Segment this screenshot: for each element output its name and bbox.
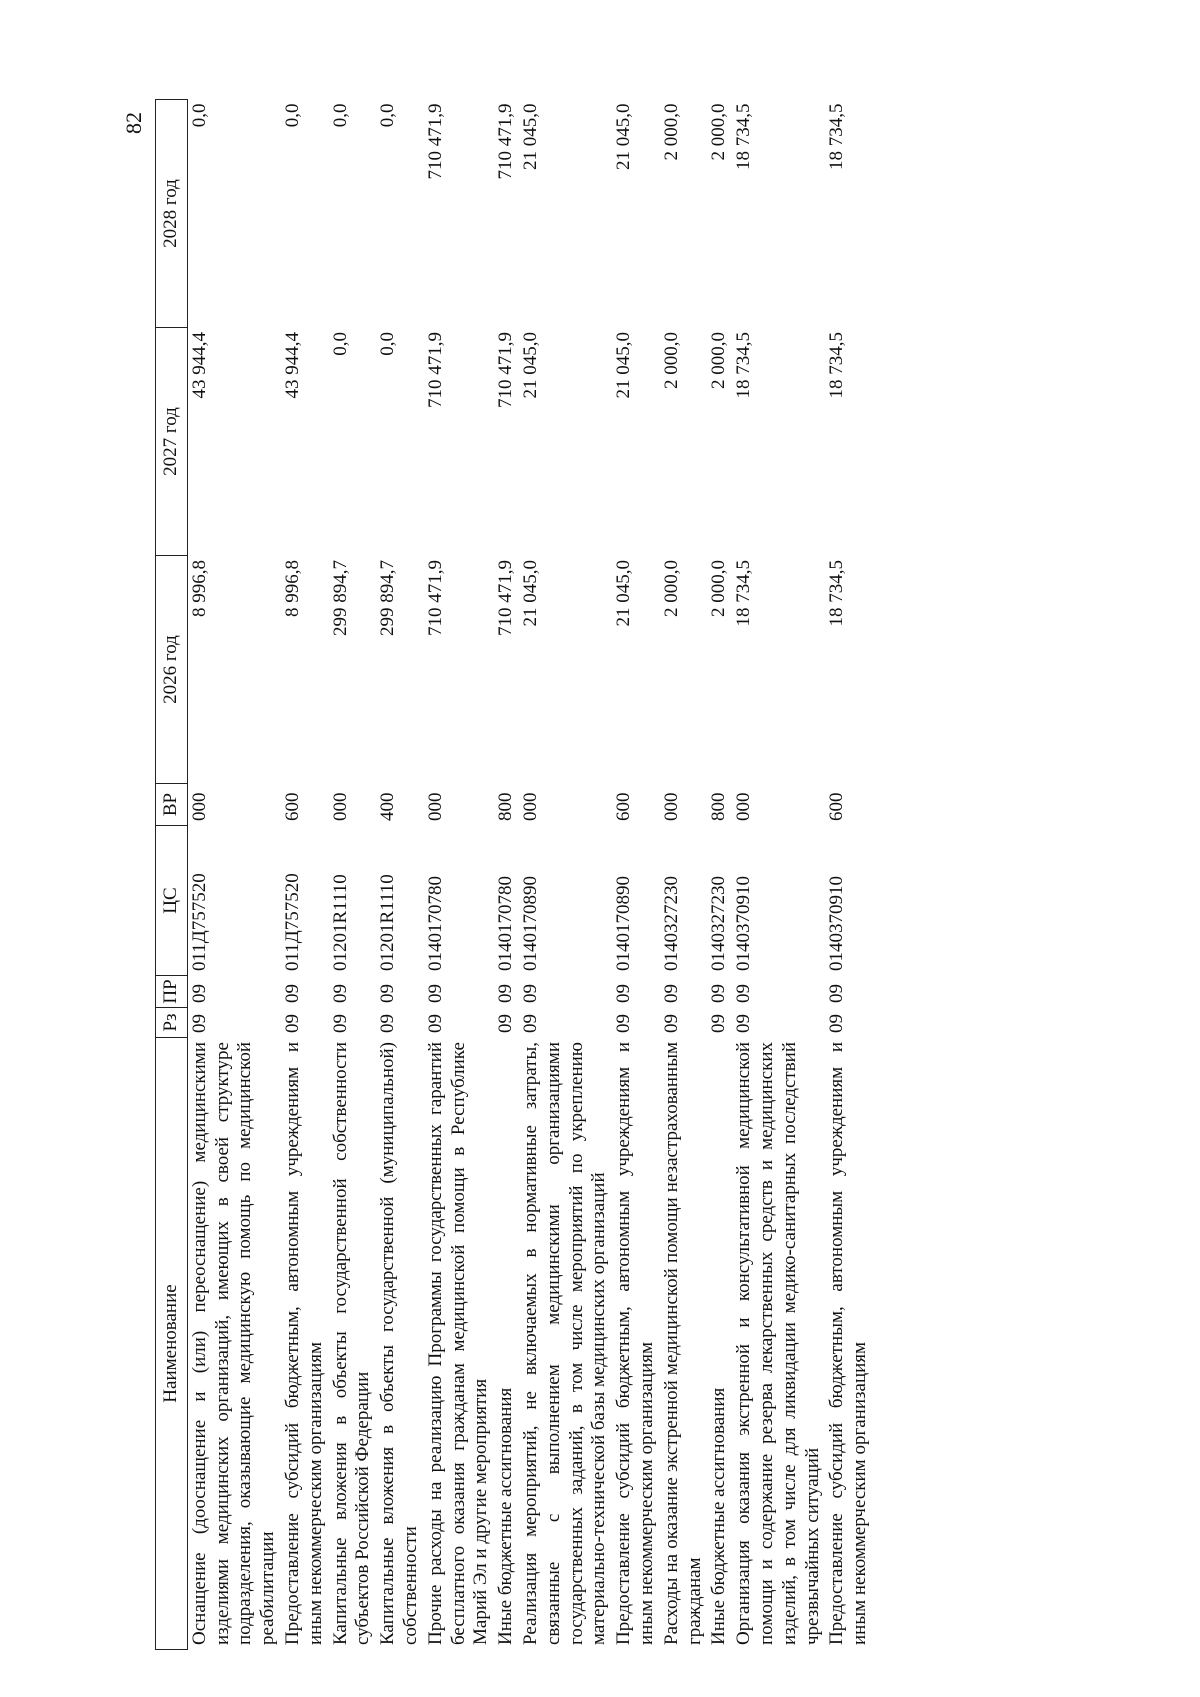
row-pr: 09 (495, 984, 517, 1003)
page-number: 82 (121, 112, 146, 134)
row-cs: 0140170890 (519, 876, 541, 971)
table-row (494, 100, 519, 1650)
row-2027: 21 045,0 (519, 332, 541, 399)
row-rz: 09 (377, 1014, 399, 1033)
row-2028: 21 045,0 (613, 103, 635, 170)
row-cs: 0140327230 (708, 876, 730, 971)
row-2027: 21 045,0 (613, 332, 635, 399)
document-page (121, 90, 1005, 1650)
header-vr: ВР (156, 784, 188, 826)
row-rz: 09 (826, 1014, 848, 1033)
row-pr: 09 (613, 984, 635, 1003)
header-rz: Рз (156, 1008, 188, 1038)
row-2026: 8 996,8 (281, 560, 303, 617)
row-2026: 2 000,0 (660, 560, 682, 617)
row-2026: 299 894,7 (377, 560, 399, 636)
row-2028: 0,0 (377, 103, 399, 128)
row-cs: 01201R1110 (377, 874, 399, 971)
row-2028: 0,0 (188, 103, 210, 128)
row-cs: 011Д757520 (188, 873, 210, 971)
row-2027: 710 471,9 (495, 332, 517, 408)
row-cs: 0140370910 (733, 876, 755, 971)
row-cs: 0140370910 (826, 876, 848, 971)
row-cs: 011Д757520 (281, 873, 303, 971)
row-pr: 09 (519, 984, 541, 1003)
row-2026: 18 734,5 (733, 560, 755, 627)
row-2026: 18 734,5 (826, 560, 848, 627)
table-row (329, 100, 377, 1650)
header-2027: 2027 год (156, 328, 188, 556)
row-2026: 710 471,9 (424, 560, 446, 636)
row-rz: 09 (660, 1014, 682, 1033)
table-row (519, 100, 612, 1650)
row-2028: 2 000,0 (660, 103, 682, 161)
row-rz: 09 (733, 1014, 755, 1033)
row-cs: 0140170780 (495, 876, 517, 971)
row-2027: 2 000,0 (708, 332, 730, 389)
row-rz: 09 (613, 1014, 635, 1033)
row-2026: 21 045,0 (613, 560, 635, 627)
row-pr: 09 (733, 984, 755, 1003)
row-pr: 09 (281, 984, 303, 1003)
row-vr: 400 (377, 792, 399, 821)
row-2028: 18 734,5 (826, 103, 848, 170)
row-2027: 18 734,5 (826, 332, 848, 399)
table-header-row (156, 100, 188, 1650)
row-name: Капитальные вложения в объекты государственной (муниципальной) собственности (377, 1042, 421, 1645)
row-2028: 710 471,9 (495, 103, 517, 180)
row-2028: 0,0 (281, 103, 303, 128)
table-row (424, 100, 494, 1650)
row-2027: 710 471,9 (424, 332, 446, 408)
row-rz: 09 (519, 1014, 541, 1033)
row-2026: 8 996,8 (188, 560, 210, 617)
row-2027: 2 000,0 (660, 332, 682, 389)
row-rz: 09 (708, 1014, 730, 1033)
row-name: Прочие расходы на реализацию Программы государственных гарантий бесплатного оказания гражданам медицинской помощи в Республике Марий Эл и другие мероприятия (424, 1042, 492, 1645)
row-pr: 09 (424, 984, 446, 1003)
row-vr: 800 (495, 792, 517, 821)
row-name: Предоставление субсидий бюджетным, автономным учреждениям и иным некоммерческим организациям (613, 1042, 657, 1645)
row-2026: 299 894,7 (329, 560, 351, 636)
row-vr: 000 (329, 792, 351, 821)
row-name: Организация оказания экстренной и консультативной медицинской помощи и содержание резерва лекарственных средств и медицинских изделий, в том числе для ликвидации медико-санитарных последствий чрезвычайных ситуаций (733, 1042, 823, 1645)
row-name: Расходы на оказание экстренной медицинской помощи незастрахованным гражданам (660, 1042, 705, 1645)
header-pr: ПР (156, 976, 188, 1008)
header-cs: ЦС (156, 826, 188, 976)
row-2027: 43 944,4 (281, 332, 303, 399)
row-name: Капитальные вложения в объекты государственной собственности субъектов Российской Федерации (329, 1042, 374, 1645)
row-pr: 09 (377, 984, 399, 1003)
row-2026: 21 045,0 (519, 560, 541, 627)
row-pr: 09 (826, 984, 848, 1003)
row-2027: 18 734,5 (733, 332, 755, 399)
table-row (187, 100, 281, 1650)
row-name: Иные бюджетные ассигнования (708, 1387, 730, 1645)
row-2026: 710 471,9 (495, 560, 517, 636)
table-row (660, 100, 708, 1650)
row-vr: 000 (424, 792, 446, 821)
row-2027: 43 944,4 (188, 332, 210, 399)
table-row (612, 100, 660, 1650)
row-name: Реализация мероприятий, не включаемых в нормативные затраты, связанные с выполнением медицинскими организациями государственных заданий, в том числе мероприятий по укреплению материально-технической базы медицинских организаций (519, 1042, 610, 1645)
table-row (707, 100, 732, 1650)
row-2028: 18 734,5 (733, 103, 755, 170)
row-cs: 0140170780 (424, 876, 446, 971)
row-vr: 000 (519, 792, 541, 821)
row-pr: 09 (329, 984, 351, 1003)
row-cs: 0140327230 (660, 876, 682, 971)
row-cs: 01201R1110 (329, 874, 351, 971)
row-rz: 09 (188, 1014, 210, 1033)
row-2026: 2 000,0 (708, 560, 730, 617)
row-pr: 09 (660, 984, 682, 1003)
budget-table (155, 99, 873, 1650)
row-vr: 600 (826, 792, 848, 821)
row-pr: 09 (188, 984, 210, 1003)
row-name: Предоставление субсидий бюджетным, автономным учреждениям и иным некоммерческим организациям (281, 1042, 326, 1645)
header-2026: 2026 год (156, 556, 188, 784)
table-row (281, 100, 329, 1650)
row-rz: 09 (495, 1014, 517, 1033)
row-2028: 2 000,0 (708, 103, 730, 161)
table-row (376, 100, 424, 1650)
row-name: Предоставление субсидий бюджетным, автономным учреждениям и иным некоммерческим организациям (826, 1042, 871, 1645)
row-vr: 800 (708, 792, 730, 821)
row-2027: 0,0 (329, 332, 351, 356)
header-name: Наименование (156, 1038, 188, 1650)
row-vr: 000 (188, 792, 210, 821)
header-2028: 2028 год (156, 100, 188, 328)
row-2028: 21 045,0 (519, 103, 541, 170)
row-2028: 710 471,9 (424, 103, 446, 180)
row-vr: 600 (613, 792, 635, 821)
row-rz: 09 (424, 1014, 446, 1033)
table-row (825, 100, 873, 1650)
row-2027: 0,0 (377, 332, 399, 356)
row-cs: 0140170890 (613, 876, 635, 971)
row-vr: 000 (733, 792, 755, 821)
table-row (732, 100, 825, 1650)
row-rz: 09 (281, 1014, 303, 1033)
row-vr: 600 (281, 792, 303, 821)
row-vr: 000 (660, 792, 682, 821)
row-2028: 0,0 (329, 103, 351, 128)
row-rz: 09 (329, 1014, 351, 1033)
row-pr: 09 (708, 984, 730, 1003)
row-name: Оснащение (дооснащение и (или) переоснащение) медицинскими изделиями медицинских организаций, имеющих в своей структуре подразделения, оказывающие медицинскую помощь по медицинской реабилитации (188, 1042, 279, 1645)
row-name: Иные бюджетные ассигнования (495, 1387, 517, 1645)
